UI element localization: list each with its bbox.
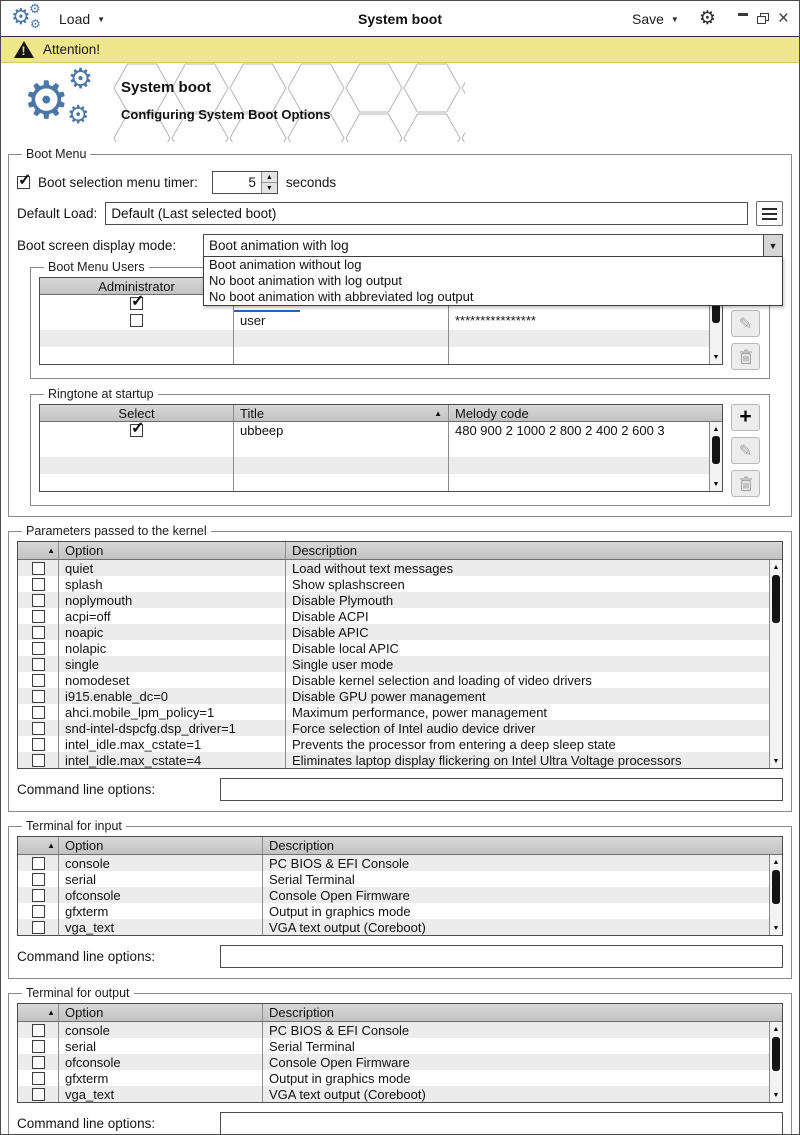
table-row[interactable]	[18, 1038, 782, 1054]
terminal-input-legend: Terminal for input	[26, 819, 122, 833]
dropdown-option[interactable]: Boot animation without log	[209, 257, 362, 272]
option-cell: nomodeset	[58, 672, 285, 688]
trash-icon	[739, 349, 753, 365]
row-checkbox[interactable]	[32, 610, 45, 623]
row-checkbox[interactable]	[32, 1056, 45, 1069]
scroll-down-icon[interactable]: ▼	[712, 353, 720, 361]
terminal-input-table	[17, 836, 783, 936]
terminal-output-scrollbar[interactable]	[769, 1022, 782, 1102]
option-cell: gfxterm	[58, 903, 262, 919]
description-column-header[interactable]: Description	[262, 837, 782, 854]
sort-ascending-icon: ▲	[434, 408, 442, 418]
table-row[interactable]	[18, 752, 782, 768]
row-checkbox[interactable]	[32, 626, 45, 639]
page-subtitle: Configuring System Boot Options	[121, 107, 331, 122]
spinner-up-icon[interactable]: ▲	[262, 172, 277, 183]
option-cell: ofconsole	[58, 1054, 262, 1070]
description-cell: Disable kernel selection and loading of video drivers	[285, 672, 782, 688]
description-cell: Prevents the processor from entering a deep sleep state	[285, 736, 782, 752]
dropdown-option[interactable]: No boot animation with abbreviated log output	[209, 289, 474, 304]
maximize-button[interactable]	[757, 13, 769, 24]
display-mode-dropdown	[203, 256, 783, 306]
table-row[interactable]	[40, 312, 722, 329]
table-row[interactable]	[18, 1054, 782, 1070]
description-cell: PC BIOS & EFI Console	[262, 1022, 782, 1038]
terminal-input-cmdline-input[interactable]	[220, 945, 783, 968]
row-checkbox[interactable]	[32, 905, 45, 918]
option-column-header[interactable]: Option	[58, 1004, 262, 1021]
option-cell: snd-intel-dspcfg.dsp_driver=1	[58, 720, 285, 736]
terminal-output-cmdline-row	[17, 1112, 783, 1135]
chevron-down-icon[interactable]: ▼	[763, 235, 782, 256]
ringtone-table-header[interactable]	[40, 405, 722, 422]
description-cell: Serial Terminal	[262, 1038, 782, 1054]
scroll-down-icon[interactable]: ▼	[712, 480, 720, 488]
ringtone-header-select[interactable]: Select	[118, 405, 155, 421]
row-checkbox[interactable]	[32, 594, 45, 607]
minimize-button[interactable]	[738, 13, 748, 16]
option-cell: acpi=off	[58, 608, 285, 624]
name-cell: user	[233, 312, 448, 329]
table-row[interactable]	[40, 439, 722, 456]
page-header	[1, 63, 799, 142]
table-row[interactable]	[18, 720, 782, 736]
title-bar	[1, 1, 799, 37]
row-checkbox[interactable]	[32, 889, 45, 902]
row-checkbox[interactable]	[32, 706, 45, 719]
boot-timer-unit: seconds	[285, 175, 337, 190]
default-load-label: Default Load:	[17, 206, 98, 221]
table-row[interactable]	[18, 656, 782, 672]
table-row[interactable]	[18, 640, 782, 656]
boot-timer-row	[17, 171, 783, 194]
description-cell: Console Open Firmware	[262, 1054, 782, 1070]
display-mode-combobox[interactable]	[203, 234, 783, 257]
save-menu-button[interactable]: Save ▼	[632, 11, 679, 27]
boot-timer-label: Boot selection menu timer:	[38, 175, 198, 190]
kernel-params-section	[8, 524, 792, 812]
password-cell: ****************	[448, 312, 722, 329]
description-cell: Maximum performance, power management	[285, 704, 782, 720]
scroll-down-icon[interactable]: ▼	[772, 924, 780, 932]
scroll-up-icon[interactable]: ▲	[772, 1025, 780, 1033]
row-checkbox[interactable]	[32, 1088, 45, 1101]
table-row[interactable]	[18, 1086, 782, 1102]
pencil-icon: ✎	[738, 315, 753, 333]
ringtone-header-melody[interactable]: Melody code	[448, 405, 722, 421]
display-mode-value: Boot animation with log	[209, 238, 349, 253]
description-cell: Output in graphics mode	[262, 1070, 782, 1086]
row-checkbox[interactable]	[32, 642, 45, 655]
delete-ringtone-button[interactable]	[731, 470, 760, 497]
description-cell: VGA text output (Coreboot)	[262, 1086, 782, 1102]
scrollbar-thumb[interactable]	[772, 870, 780, 904]
table-row[interactable]	[40, 347, 722, 364]
edit-user-button[interactable]	[731, 310, 760, 337]
scrollbar-thumb[interactable]	[712, 436, 720, 464]
scrollbar-thumb[interactable]	[772, 575, 780, 623]
scrollbar-thumb[interactable]	[772, 1037, 780, 1071]
row-checkbox[interactable]	[32, 690, 45, 703]
description-cell: Output in graphics mode	[262, 903, 782, 919]
terminal-output-section	[8, 986, 792, 1135]
kernel-table-header[interactable]	[18, 542, 782, 560]
table-row[interactable]	[18, 736, 782, 752]
kernel-cmdline-row	[17, 778, 783, 801]
plus-icon: +	[739, 405, 752, 428]
option-cell: noapic	[58, 624, 285, 640]
default-load-input[interactable]	[105, 202, 748, 225]
warning-icon	[14, 41, 34, 58]
row-checkbox[interactable]	[32, 857, 45, 870]
option-cell: noplymouth	[58, 592, 285, 608]
ringtone-section	[30, 387, 770, 506]
kernel-cmdline-input[interactable]	[220, 778, 783, 801]
app-gears-icon: ⚙ ⚙ ⚙	[11, 0, 41, 31]
scroll-down-icon[interactable]: ▼	[772, 1091, 780, 1099]
option-cell: i915.enable_dc=0	[58, 688, 285, 704]
option-cell: console	[58, 1022, 262, 1038]
scroll-up-icon[interactable]: ▲	[772, 563, 780, 571]
ringtone-legend: Ringtone at startup	[48, 387, 154, 401]
kernel-params-legend: Parameters passed to the kernel	[26, 524, 207, 538]
option-cell: vga_text	[58, 919, 262, 935]
row-checkbox[interactable]	[32, 722, 45, 735]
option-cell: single	[58, 656, 285, 672]
sort-ascending-icon: ▲	[47, 1008, 55, 1017]
option-cell: intel_idle.max_cstate=4	[58, 752, 285, 768]
scroll-up-icon[interactable]: ▲	[772, 858, 780, 866]
table-row[interactable]	[18, 887, 782, 903]
page-title: System boot	[121, 79, 212, 96]
table-row[interactable]	[18, 592, 782, 608]
description-cell: Disable local APIC	[285, 640, 782, 656]
terminal-output-legend: Terminal for output	[26, 986, 130, 1000]
table-row[interactable]	[18, 688, 782, 704]
table-row[interactable]	[40, 422, 722, 439]
option-column-header[interactable]: Option	[58, 542, 285, 559]
description-cell: Single user mode	[285, 656, 782, 672]
table-row[interactable]	[18, 903, 782, 919]
display-mode-label: Boot screen display mode:	[17, 238, 177, 253]
row-checkbox[interactable]	[32, 1072, 45, 1085]
description-cell: VGA text output (Coreboot)	[262, 919, 782, 935]
option-cell: serial	[58, 871, 262, 887]
option-cell: ofconsole	[58, 887, 262, 903]
boot-timer-spinner[interactable]	[212, 171, 278, 194]
window-title: System boot	[357, 10, 442, 27]
table-row[interactable]	[18, 1070, 782, 1086]
description-column-header[interactable]: Description	[285, 542, 782, 559]
hexagon-pattern	[113, 63, 465, 142]
option-cell: nolapic	[58, 640, 285, 656]
terminal-input-header[interactable]	[18, 837, 782, 855]
attention-banner	[1, 37, 799, 63]
default-load-list-button[interactable]	[756, 201, 783, 226]
terminal-output-table	[17, 1003, 783, 1103]
row-checkbox[interactable]	[32, 738, 45, 751]
add-ringtone-button[interactable]	[731, 404, 760, 431]
option-cell: vga_text	[58, 1086, 262, 1102]
description-cell: Disable ACPI	[285, 608, 782, 624]
table-row[interactable]	[18, 855, 782, 871]
cmdline-label: Command line options:	[17, 1116, 156, 1131]
option-cell: intel_idle.max_cstate=1	[58, 736, 285, 752]
sort-ascending-icon: ▲	[47, 546, 55, 555]
description-cell: Disable Plymouth	[285, 592, 782, 608]
table-row[interactable]	[40, 330, 722, 347]
kernel-scrollbar[interactable]	[769, 560, 782, 768]
load-menu-button[interactable]: Load ▼	[59, 11, 105, 27]
terminal-input-scrollbar[interactable]	[769, 855, 782, 935]
option-cell: gfxterm	[58, 1070, 262, 1086]
ringtone-header-title[interactable]: Title ▲	[233, 405, 448, 421]
scroll-down-icon[interactable]: ▼	[772, 757, 780, 765]
row-checkbox[interactable]	[32, 1040, 45, 1053]
option-cell: quiet	[58, 560, 285, 576]
table-row[interactable]	[18, 608, 782, 624]
row-checkbox[interactable]	[32, 562, 45, 575]
table-row[interactable]	[18, 560, 782, 576]
row-checkbox[interactable]	[130, 314, 143, 327]
trash-icon	[739, 476, 753, 492]
attention-text: Attention!	[43, 42, 101, 57]
table-row[interactable]	[18, 1022, 782, 1038]
terminal-input-cmdline-row	[17, 945, 783, 968]
boot-menu-legend: Boot Menu	[26, 147, 87, 161]
description-cell: PC BIOS & EFI Console	[262, 855, 782, 871]
delete-user-button[interactable]	[731, 343, 760, 370]
description-cell: Console Open Firmware	[262, 887, 782, 903]
row-checkbox[interactable]	[32, 921, 45, 934]
option-cell: serial	[58, 1038, 262, 1054]
app-logo-gears: ⚙ ⚙ ⚙	[23, 63, 94, 130]
title-cell: ubbeep	[233, 422, 448, 439]
table-row[interactable]	[18, 672, 782, 688]
melody-cell: 480 900 2 1000 2 800 2 400 2 600 3	[448, 422, 722, 439]
table-row[interactable]	[40, 474, 722, 491]
row-checkbox[interactable]	[32, 754, 45, 767]
row-checkbox[interactable]	[130, 297, 143, 310]
terminal-output-cmdline-input[interactable]	[220, 1112, 783, 1135]
option-cell: ahci.mobile_lpm_policy=1	[58, 704, 285, 720]
description-cell: Eliminates laptop display flickering on Intel Ultra Voltage processors	[285, 752, 782, 768]
description-column-header[interactable]: Description	[262, 1004, 782, 1021]
description-cell: Disable GPU power management	[285, 688, 782, 704]
boot-timer-value: 5	[248, 175, 256, 190]
table-row[interactable]	[18, 624, 782, 640]
table-row[interactable]	[40, 457, 722, 474]
dropdown-option[interactable]: No boot animation with log output	[209, 273, 402, 288]
cmdline-label: Command line options:	[17, 949, 156, 964]
description-cell: Serial Terminal	[262, 871, 782, 887]
boot-menu-section	[8, 147, 792, 517]
row-checkbox[interactable]	[130, 424, 143, 437]
description-cell: Force selection of Intel audio device driver	[285, 720, 782, 736]
row-checkbox[interactable]	[32, 658, 45, 671]
row-checkbox[interactable]	[32, 578, 45, 591]
option-cell: splash	[58, 576, 285, 592]
row-checkbox[interactable]	[32, 1024, 45, 1037]
option-column-header[interactable]: Option	[58, 837, 262, 854]
table-row[interactable]	[18, 871, 782, 887]
sort-ascending-icon: ▲	[47, 841, 55, 850]
scroll-up-icon[interactable]: ▲	[712, 425, 720, 433]
table-row[interactable]	[18, 576, 782, 592]
settings-gear-icon[interactable]: ⚙	[698, 8, 716, 29]
cell-edit-cursor	[234, 310, 300, 312]
table-row[interactable]	[18, 704, 782, 720]
close-button[interactable]: ×	[777, 7, 789, 29]
table-row[interactable]	[18, 919, 782, 935]
row-checkbox[interactable]	[32, 873, 45, 886]
menu-icon	[762, 208, 777, 210]
row-checkbox[interactable]	[32, 674, 45, 687]
ringtone-scrollbar[interactable]	[709, 422, 722, 491]
terminal-input-section	[8, 819, 792, 979]
description-cell: Disable APIC	[285, 624, 782, 640]
default-load-row	[17, 201, 783, 226]
kernel-params-table	[17, 541, 783, 769]
boot-timer-checkbox[interactable]	[17, 176, 30, 189]
ringtone-table	[39, 404, 723, 492]
boot-menu-users-legend: Boot Menu Users	[48, 260, 145, 274]
description-cell: Load without text messages	[285, 560, 782, 576]
users-header-admin[interactable]: Administrator	[98, 278, 175, 294]
description-cell: Show splashscreen	[285, 576, 782, 592]
edit-ringtone-button[interactable]	[731, 437, 760, 464]
cmdline-label: Command line options:	[17, 782, 156, 797]
pencil-icon: ✎	[738, 442, 753, 460]
option-cell: console	[58, 855, 262, 871]
terminal-output-header[interactable]	[18, 1004, 782, 1022]
spinner-down-icon[interactable]: ▼	[265, 184, 273, 192]
